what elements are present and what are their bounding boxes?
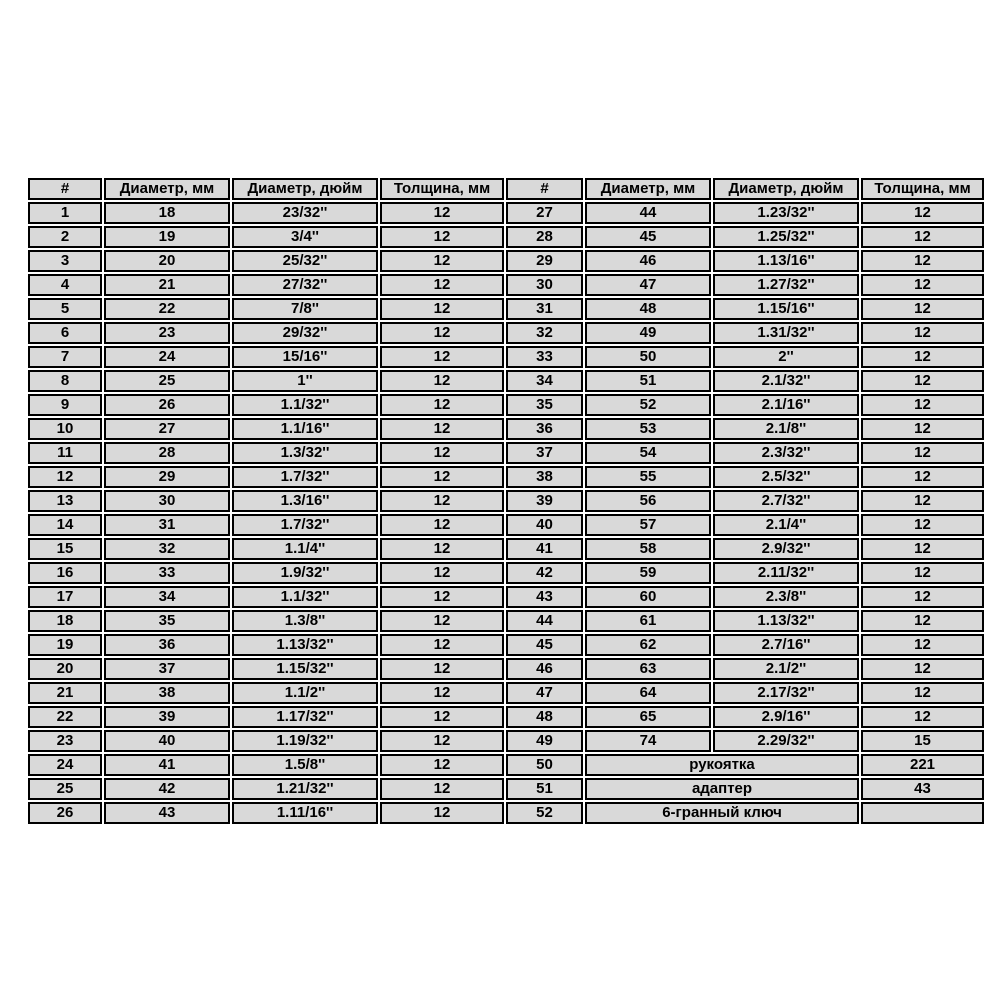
cell-left-num: 19 xyxy=(28,634,102,656)
cell-right-mm: 51 xyxy=(585,370,711,392)
cell-left-num: 12 xyxy=(28,466,102,488)
size-table-container xyxy=(26,176,986,826)
cell-right-num: 28 xyxy=(506,226,583,248)
cell-left-mm: 36 xyxy=(104,634,230,656)
cell-right-num: 34 xyxy=(506,370,583,392)
cell-right-thickness: 12 xyxy=(861,538,984,560)
table-row xyxy=(28,562,984,584)
cell-left-num: 18 xyxy=(28,610,102,632)
cell-right-inch: 2.1/2'' xyxy=(713,658,859,680)
cell-right-thickness: 12 xyxy=(861,202,984,224)
cell-left-inch: 1.21/32'' xyxy=(232,778,378,800)
cell-right-mm: 47 xyxy=(585,274,711,296)
cell-left-thickness: 12 xyxy=(380,298,504,320)
cell-right-thickness: 12 xyxy=(861,562,984,584)
cell-right-num: 33 xyxy=(506,346,583,368)
cell-left-num: 17 xyxy=(28,586,102,608)
cell-left-mm: 25 xyxy=(104,370,230,392)
cell-left-mm: 29 xyxy=(104,466,230,488)
cell-right-thickness: 12 xyxy=(861,226,984,248)
cell-right-mm: 58 xyxy=(585,538,711,560)
cell-right-inch: 2.1/8'' xyxy=(713,418,859,440)
cell-right-mm: 46 xyxy=(585,250,711,272)
header-right-mm: Диаметр, мм xyxy=(585,178,711,200)
cell-left-num: 5 xyxy=(28,298,102,320)
cell-left-num: 22 xyxy=(28,706,102,728)
cell-right-mm: 49 xyxy=(585,322,711,344)
table-row xyxy=(28,346,984,368)
cell-left-inch: 15/16'' xyxy=(232,346,378,368)
cell-left-inch: 1.1/32'' xyxy=(232,586,378,608)
cell-left-mm: 41 xyxy=(104,754,230,776)
table-row xyxy=(28,250,984,272)
header-right-thickness: Толщина, мм xyxy=(861,178,984,200)
cell-left-thickness: 12 xyxy=(380,634,504,656)
table-row xyxy=(28,658,984,680)
cell-left-mm: 35 xyxy=(104,610,230,632)
header-row xyxy=(28,178,984,200)
cell-left-thickness: 12 xyxy=(380,490,504,512)
table-row xyxy=(28,538,984,560)
cell-right-thickness: 12 xyxy=(861,658,984,680)
cell-right-thickness: 12 xyxy=(861,586,984,608)
cell-right-merged-label: рукоятка xyxy=(585,754,859,776)
cell-right-num: 52 xyxy=(506,802,583,824)
cell-left-mm: 38 xyxy=(104,682,230,704)
cell-left-thickness: 12 xyxy=(380,322,504,344)
cell-right-thickness: 12 xyxy=(861,514,984,536)
cell-right-inch: 2.7/32'' xyxy=(713,490,859,512)
cell-left-thickness: 12 xyxy=(380,202,504,224)
table-header xyxy=(28,178,984,200)
table-row xyxy=(28,322,984,344)
table-row xyxy=(28,274,984,296)
cell-left-mm: 39 xyxy=(104,706,230,728)
cell-right-inch: 1.13/16'' xyxy=(713,250,859,272)
cell-right-inch: 1.23/32'' xyxy=(713,202,859,224)
cell-left-thickness: 12 xyxy=(380,346,504,368)
cell-right-mm: 63 xyxy=(585,658,711,680)
cell-left-mm: 21 xyxy=(104,274,230,296)
cell-right-mm: 55 xyxy=(585,466,711,488)
cell-left-thickness: 12 xyxy=(380,754,504,776)
cell-right-num: 31 xyxy=(506,298,583,320)
cell-left-inch: 27/32'' xyxy=(232,274,378,296)
cell-right-inch: 2.11/32'' xyxy=(713,562,859,584)
cell-left-mm: 34 xyxy=(104,586,230,608)
cell-right-thickness: 15 xyxy=(861,730,984,752)
cell-left-inch: 1.15/32'' xyxy=(232,658,378,680)
cell-left-thickness: 12 xyxy=(380,274,504,296)
cell-right-inch: 2.1/4'' xyxy=(713,514,859,536)
cell-left-inch: 1.7/32'' xyxy=(232,514,378,536)
cell-left-num: 9 xyxy=(28,394,102,416)
table-row xyxy=(28,682,984,704)
cell-right-inch: 2.7/16'' xyxy=(713,634,859,656)
cell-left-thickness: 12 xyxy=(380,418,504,440)
cell-left-thickness: 12 xyxy=(380,778,504,800)
table-row xyxy=(28,226,984,248)
cell-left-mm: 22 xyxy=(104,298,230,320)
table-row xyxy=(28,610,984,632)
header-left-thickness: Толщина, мм xyxy=(380,178,504,200)
cell-left-inch: 1.3/32'' xyxy=(232,442,378,464)
header-left-num: # xyxy=(28,178,102,200)
cell-left-num: 21 xyxy=(28,682,102,704)
table-row xyxy=(28,754,984,776)
table-row xyxy=(28,466,984,488)
cell-left-mm: 37 xyxy=(104,658,230,680)
cell-left-num: 7 xyxy=(28,346,102,368)
cell-left-mm: 19 xyxy=(104,226,230,248)
cell-left-thickness: 12 xyxy=(380,658,504,680)
table-row xyxy=(28,202,984,224)
table-row xyxy=(28,394,984,416)
cell-right-thickness: 12 xyxy=(861,610,984,632)
cell-right-num: 50 xyxy=(506,754,583,776)
cell-right-thickness: 12 xyxy=(861,682,984,704)
cell-left-inch: 1.11/16'' xyxy=(232,802,378,824)
cell-right-mm: 62 xyxy=(585,634,711,656)
cell-left-thickness: 12 xyxy=(380,442,504,464)
cell-left-thickness: 12 xyxy=(380,730,504,752)
cell-right-num: 32 xyxy=(506,322,583,344)
cell-right-mm: 60 xyxy=(585,586,711,608)
cell-right-inch: 2.9/16'' xyxy=(713,706,859,728)
cell-right-thickness: 12 xyxy=(861,346,984,368)
cell-right-num: 46 xyxy=(506,658,583,680)
header-left-mm: Диаметр, мм xyxy=(104,178,230,200)
cell-left-num: 11 xyxy=(28,442,102,464)
cell-right-num: 42 xyxy=(506,562,583,584)
cell-right-mm: 74 xyxy=(585,730,711,752)
cell-right-thickness: 12 xyxy=(861,466,984,488)
cell-left-inch: 7/8'' xyxy=(232,298,378,320)
cell-left-num: 4 xyxy=(28,274,102,296)
cell-right-num: 44 xyxy=(506,610,583,632)
cell-left-mm: 26 xyxy=(104,394,230,416)
header-left-inch: Диаметр, дюйм xyxy=(232,178,378,200)
cell-right-num: 35 xyxy=(506,394,583,416)
size-table xyxy=(26,176,986,826)
cell-left-inch: 1'' xyxy=(232,370,378,392)
cell-right-thickness: 12 xyxy=(861,394,984,416)
cell-left-num: 6 xyxy=(28,322,102,344)
cell-right-mm: 54 xyxy=(585,442,711,464)
table-row xyxy=(28,298,984,320)
cell-right-thickness: 12 xyxy=(861,322,984,344)
cell-right-mm: 50 xyxy=(585,346,711,368)
cell-right-num: 29 xyxy=(506,250,583,272)
cell-left-inch: 1.3/8'' xyxy=(232,610,378,632)
cell-left-mm: 33 xyxy=(104,562,230,584)
cell-right-inch: 2.1/16'' xyxy=(713,394,859,416)
cell-right-num: 43 xyxy=(506,586,583,608)
cell-right-mm: 59 xyxy=(585,562,711,584)
cell-right-mm: 56 xyxy=(585,490,711,512)
cell-left-num: 1 xyxy=(28,202,102,224)
cell-right-inch: 1.31/32'' xyxy=(713,322,859,344)
cell-right-inch: 2.1/32'' xyxy=(713,370,859,392)
cell-right-thickness: 12 xyxy=(861,442,984,464)
cell-left-num: 3 xyxy=(28,250,102,272)
table-row xyxy=(28,802,984,824)
cell-right-mm: 48 xyxy=(585,298,711,320)
table-row xyxy=(28,586,984,608)
table-row xyxy=(28,634,984,656)
cell-left-mm: 31 xyxy=(104,514,230,536)
cell-right-inch: 1.25/32'' xyxy=(713,226,859,248)
table-row xyxy=(28,706,984,728)
header-right-inch: Диаметр, дюйм xyxy=(713,178,859,200)
table-row xyxy=(28,730,984,752)
cell-left-inch: 1.1/4'' xyxy=(232,538,378,560)
cell-right-inch: 1.27/32'' xyxy=(713,274,859,296)
cell-left-num: 24 xyxy=(28,754,102,776)
cell-right-mm: 61 xyxy=(585,610,711,632)
cell-right-thickness: 12 xyxy=(861,418,984,440)
table-row xyxy=(28,490,984,512)
cell-left-num: 15 xyxy=(28,538,102,560)
cell-left-num: 20 xyxy=(28,658,102,680)
cell-left-thickness: 12 xyxy=(380,370,504,392)
cell-left-num: 8 xyxy=(28,370,102,392)
cell-left-thickness: 12 xyxy=(380,394,504,416)
cell-left-num: 13 xyxy=(28,490,102,512)
cell-right-num: 49 xyxy=(506,730,583,752)
cell-right-thickness: 12 xyxy=(861,370,984,392)
cell-right-num: 41 xyxy=(506,538,583,560)
cell-left-inch: 1.13/32'' xyxy=(232,634,378,656)
cell-right-num: 51 xyxy=(506,778,583,800)
cell-left-thickness: 12 xyxy=(380,514,504,536)
cell-left-mm: 23 xyxy=(104,322,230,344)
cell-right-num: 47 xyxy=(506,682,583,704)
cell-left-thickness: 12 xyxy=(380,610,504,632)
cell-right-inch: 2.9/32'' xyxy=(713,538,859,560)
cell-left-thickness: 12 xyxy=(380,706,504,728)
cell-right-inch: 2.3/8'' xyxy=(713,586,859,608)
cell-left-inch: 1.3/16'' xyxy=(232,490,378,512)
cell-right-inch: 1.13/32'' xyxy=(713,610,859,632)
cell-right-num: 30 xyxy=(506,274,583,296)
header-right-num: # xyxy=(506,178,583,200)
cell-left-num: 16 xyxy=(28,562,102,584)
table-row xyxy=(28,442,984,464)
cell-left-inch: 25/32'' xyxy=(232,250,378,272)
cell-left-mm: 28 xyxy=(104,442,230,464)
table-row xyxy=(28,778,984,800)
cell-right-mm: 44 xyxy=(585,202,711,224)
cell-right-thickness: 12 xyxy=(861,706,984,728)
cell-right-mm: 45 xyxy=(585,226,711,248)
cell-right-inch: 2.17/32'' xyxy=(713,682,859,704)
cell-right-mm: 57 xyxy=(585,514,711,536)
cell-right-mm: 65 xyxy=(585,706,711,728)
table-body xyxy=(28,202,984,824)
cell-left-inch: 1.1/32'' xyxy=(232,394,378,416)
cell-right-thickness: 12 xyxy=(861,634,984,656)
cell-left-inch: 1.1/16'' xyxy=(232,418,378,440)
cell-left-inch: 1.7/32'' xyxy=(232,466,378,488)
cell-left-num: 25 xyxy=(28,778,102,800)
cell-left-mm: 18 xyxy=(104,202,230,224)
cell-right-inch: 2.5/32'' xyxy=(713,466,859,488)
cell-right-num: 37 xyxy=(506,442,583,464)
cell-left-num: 14 xyxy=(28,514,102,536)
cell-left-inch: 1.1/2'' xyxy=(232,682,378,704)
cell-right-merged-label: адаптер xyxy=(585,778,859,800)
cell-left-num: 2 xyxy=(28,226,102,248)
cell-left-inch: 1.19/32'' xyxy=(232,730,378,752)
cell-right-num: 40 xyxy=(506,514,583,536)
cell-left-mm: 42 xyxy=(104,778,230,800)
cell-left-mm: 27 xyxy=(104,418,230,440)
cell-right-num: 39 xyxy=(506,490,583,512)
cell-left-thickness: 12 xyxy=(380,538,504,560)
cell-left-thickness: 12 xyxy=(380,226,504,248)
cell-right-mm: 53 xyxy=(585,418,711,440)
cell-left-thickness: 12 xyxy=(380,802,504,824)
cell-right-thickness: 12 xyxy=(861,250,984,272)
table-row xyxy=(28,418,984,440)
cell-right-num: 38 xyxy=(506,466,583,488)
cell-right-num: 45 xyxy=(506,634,583,656)
cell-left-num: 23 xyxy=(28,730,102,752)
cell-left-thickness: 12 xyxy=(380,562,504,584)
cell-left-inch: 3/4'' xyxy=(232,226,378,248)
cell-right-thickness: 12 xyxy=(861,490,984,512)
cell-right-thickness: 43 xyxy=(861,778,984,800)
cell-left-mm: 40 xyxy=(104,730,230,752)
cell-left-mm: 30 xyxy=(104,490,230,512)
cell-left-mm: 43 xyxy=(104,802,230,824)
cell-left-mm: 20 xyxy=(104,250,230,272)
cell-left-num: 26 xyxy=(28,802,102,824)
cell-right-thickness: 221 xyxy=(861,754,984,776)
cell-left-inch: 1.5/8'' xyxy=(232,754,378,776)
cell-right-inch: 2'' xyxy=(713,346,859,368)
cell-right-num: 48 xyxy=(506,706,583,728)
cell-right-inch: 1.15/16'' xyxy=(713,298,859,320)
cell-left-thickness: 12 xyxy=(380,466,504,488)
cell-left-thickness: 12 xyxy=(380,682,504,704)
cell-left-thickness: 12 xyxy=(380,250,504,272)
cell-right-thickness xyxy=(861,802,984,824)
cell-right-mm: 52 xyxy=(585,394,711,416)
cell-right-thickness: 12 xyxy=(861,298,984,320)
cell-left-num: 10 xyxy=(28,418,102,440)
cell-left-inch: 29/32'' xyxy=(232,322,378,344)
cell-left-thickness: 12 xyxy=(380,586,504,608)
table-row xyxy=(28,514,984,536)
cell-left-inch: 1.9/32'' xyxy=(232,562,378,584)
cell-right-inch: 2.29/32'' xyxy=(713,730,859,752)
cell-left-mm: 24 xyxy=(104,346,230,368)
cell-right-thickness: 12 xyxy=(861,274,984,296)
cell-right-merged-label: 6-гранный ключ xyxy=(585,802,859,824)
cell-right-num: 36 xyxy=(506,418,583,440)
cell-left-inch: 23/32'' xyxy=(232,202,378,224)
cell-right-num: 27 xyxy=(506,202,583,224)
cell-left-mm: 32 xyxy=(104,538,230,560)
cell-left-inch: 1.17/32'' xyxy=(232,706,378,728)
cell-right-inch: 2.3/32'' xyxy=(713,442,859,464)
table-row xyxy=(28,370,984,392)
cell-right-mm: 64 xyxy=(585,682,711,704)
